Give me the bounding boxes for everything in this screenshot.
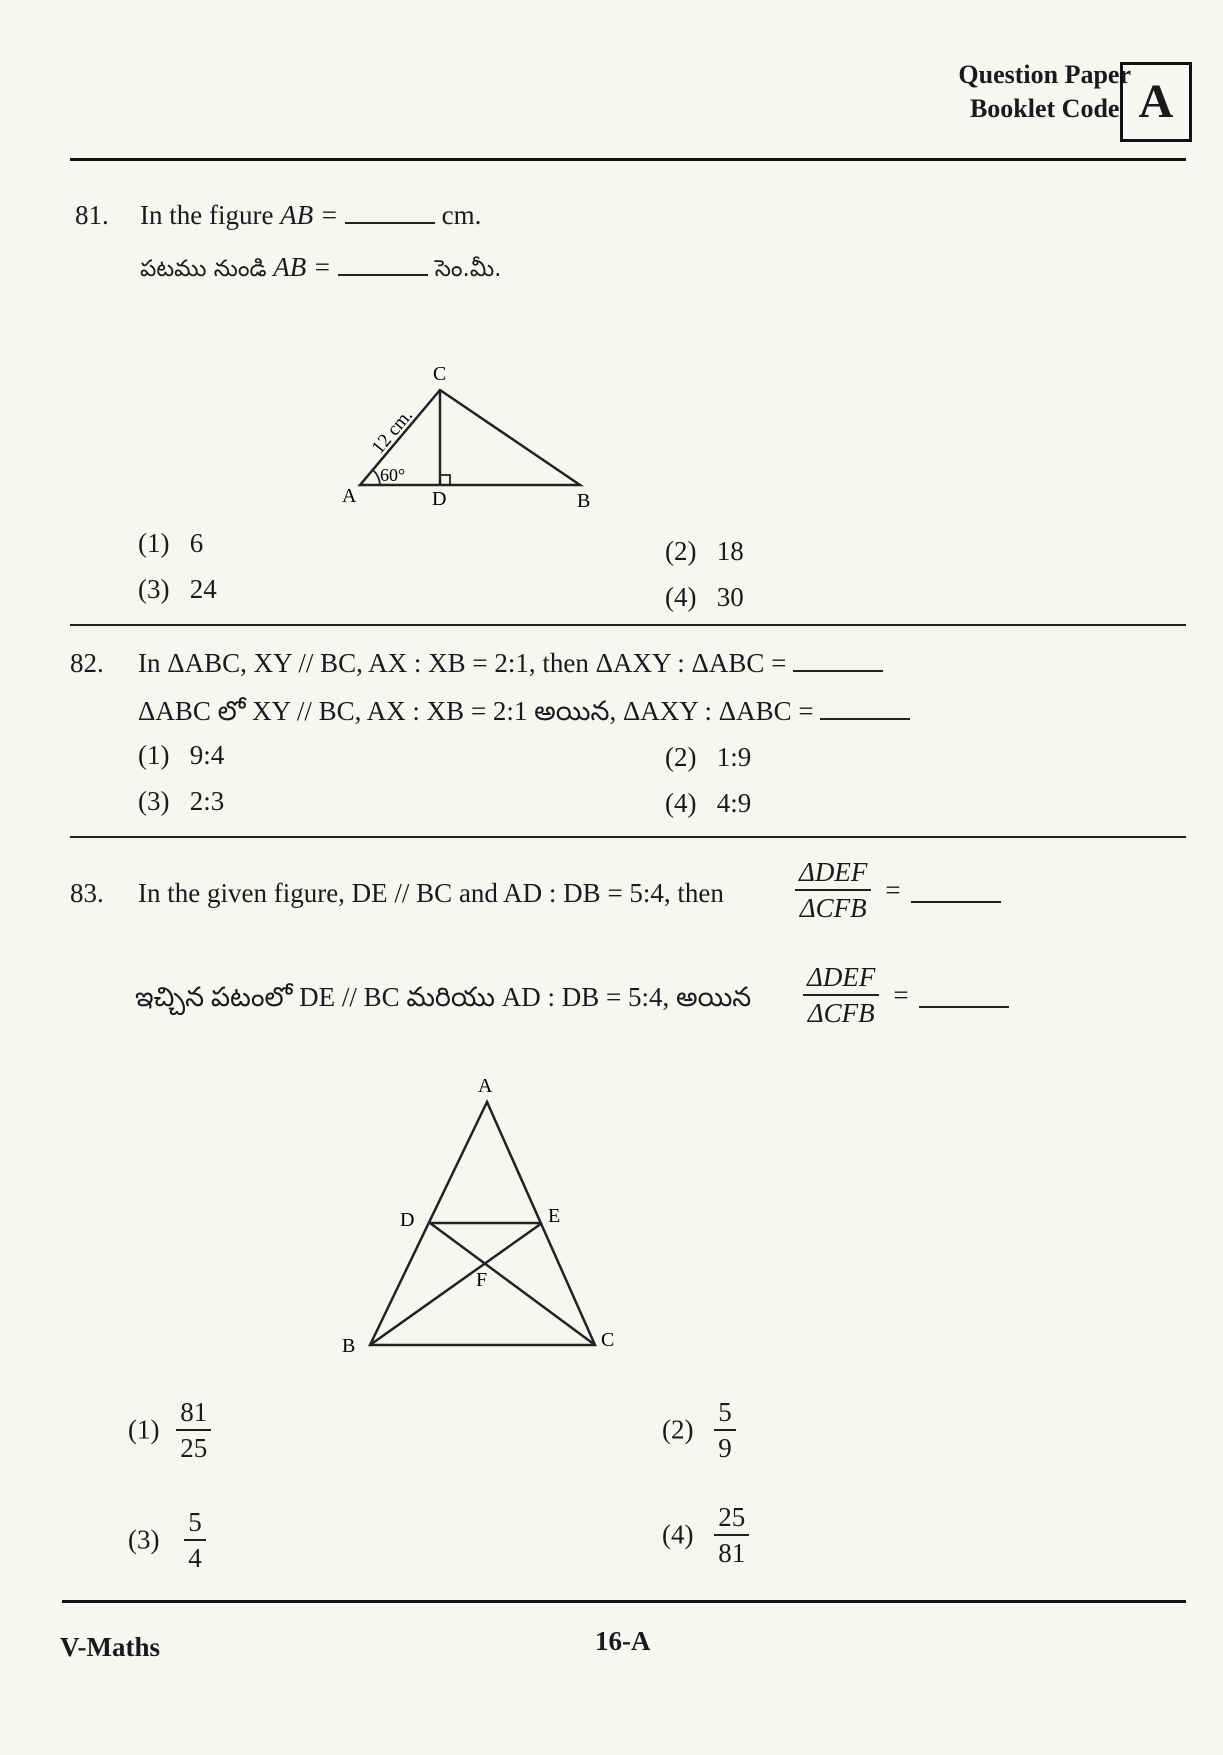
- q83-blank-en: [911, 877, 1001, 903]
- q81-divider: [70, 624, 1186, 626]
- q83-label-c: C: [601, 1329, 615, 1351]
- q82-option-4[interactable]: (4) 4:9: [665, 788, 752, 818]
- booklet-code-box: A: [1120, 62, 1192, 142]
- q83-fraction-en-num: ΔDEF: [795, 855, 871, 891]
- q83-option-2[interactable]: (2) $\frac{5}{9}$: [662, 1395, 736, 1465]
- q83-number: 83.: [70, 878, 104, 908]
- q83-fraction-en-den: ΔCFB: [799, 893, 867, 923]
- booklet-code-label: [958, 58, 1131, 126]
- q83-blank-te: [919, 982, 1009, 1008]
- q81-option-2[interactable]: (2) 18: [665, 536, 744, 566]
- q81-option-3[interactable]: (3) 24: [138, 574, 217, 604]
- header-title-line1: Question Paper: [958, 60, 1131, 89]
- q83-label-a: A: [478, 1075, 493, 1097]
- q82-divider: [70, 836, 1186, 838]
- header-title-line2: Booklet Code: [969, 94, 1120, 123]
- q83-equals-te: =: [893, 980, 909, 1010]
- q81-text-en: In the figure AB = cm.: [140, 200, 482, 230]
- q81-angle-arc: [373, 470, 380, 485]
- q81-label-d: D: [432, 488, 447, 510]
- q82-blank-en: [793, 646, 883, 672]
- q81-angle-label: 60°: [380, 465, 406, 485]
- q83-text-te: ఇచ్చిన పటంలో DE // BC మరియు AD : DB = 5:4, అయిన: [135, 982, 752, 1012]
- q82-blank-te: [820, 694, 910, 720]
- q82-text-te: ΔABC లో XY // BC, AX : XB = 2:1 అయిన, ΔAXY : ΔABC =: [138, 694, 910, 728]
- q81-triangle-figure: [330, 355, 610, 515]
- q82-text-en: In ΔABC, XY // BC, AX : XB = 2:1, then ΔAXY : ΔABC =: [138, 646, 883, 680]
- q82-number: 82.: [70, 648, 104, 678]
- q83-text-en: In the given figure, DE // BC and AD : DB = 5:4, then: [138, 878, 724, 908]
- q81-blank-te: [338, 250, 428, 276]
- q82-option-3[interactable]: (3) 2:3: [138, 786, 225, 816]
- q83-label-f: F: [476, 1269, 488, 1291]
- q83-fraction-te: [803, 960, 1009, 1030]
- q83-option-1[interactable]: (1) $\frac{81}{25}$: [128, 1395, 211, 1465]
- q83-equals-en: =: [885, 875, 901, 905]
- q83-option-3[interactable]: (3) $\frac{5}{4}$: [128, 1505, 206, 1575]
- q81-side-label: 12 cm.: [367, 405, 418, 459]
- q82-option-1[interactable]: (1) 9:4: [138, 740, 225, 770]
- q81-label-b: B: [577, 490, 591, 512]
- q83-option-4[interactable]: (4) $\frac{25}{81}$: [662, 1500, 749, 1570]
- footer-page-number: 16-A: [595, 1626, 651, 1656]
- footer-subject: V-Maths: [60, 1632, 160, 1662]
- q81-text-te: పటము నుండి AB = సెం.మీ.: [140, 252, 502, 282]
- q81-label-a: A: [342, 485, 357, 507]
- q83-fraction-te-num: ΔDEF: [803, 960, 879, 996]
- q83-label-e: E: [548, 1205, 561, 1227]
- q81-blank-en: [345, 198, 435, 224]
- q81-right-angle-mark: [440, 475, 450, 485]
- q81-option-1[interactable]: (1) 6: [138, 528, 204, 558]
- header-divider: [70, 158, 1186, 161]
- q83-label-b: B: [342, 1335, 356, 1357]
- q83-fraction-te-den: ΔCFB: [807, 998, 875, 1028]
- q82-option-2[interactable]: (2) 1:9: [665, 742, 752, 772]
- q83-fraction-en: [795, 855, 1001, 925]
- q83-triangle-figure: [330, 1070, 640, 1360]
- q81-option-4[interactable]: (4) 30: [665, 582, 744, 612]
- q83-label-d: D: [400, 1209, 415, 1231]
- q81-label-c: C: [433, 363, 447, 385]
- footer-divider: [62, 1600, 1186, 1603]
- q81-number: 81.: [75, 200, 109, 230]
